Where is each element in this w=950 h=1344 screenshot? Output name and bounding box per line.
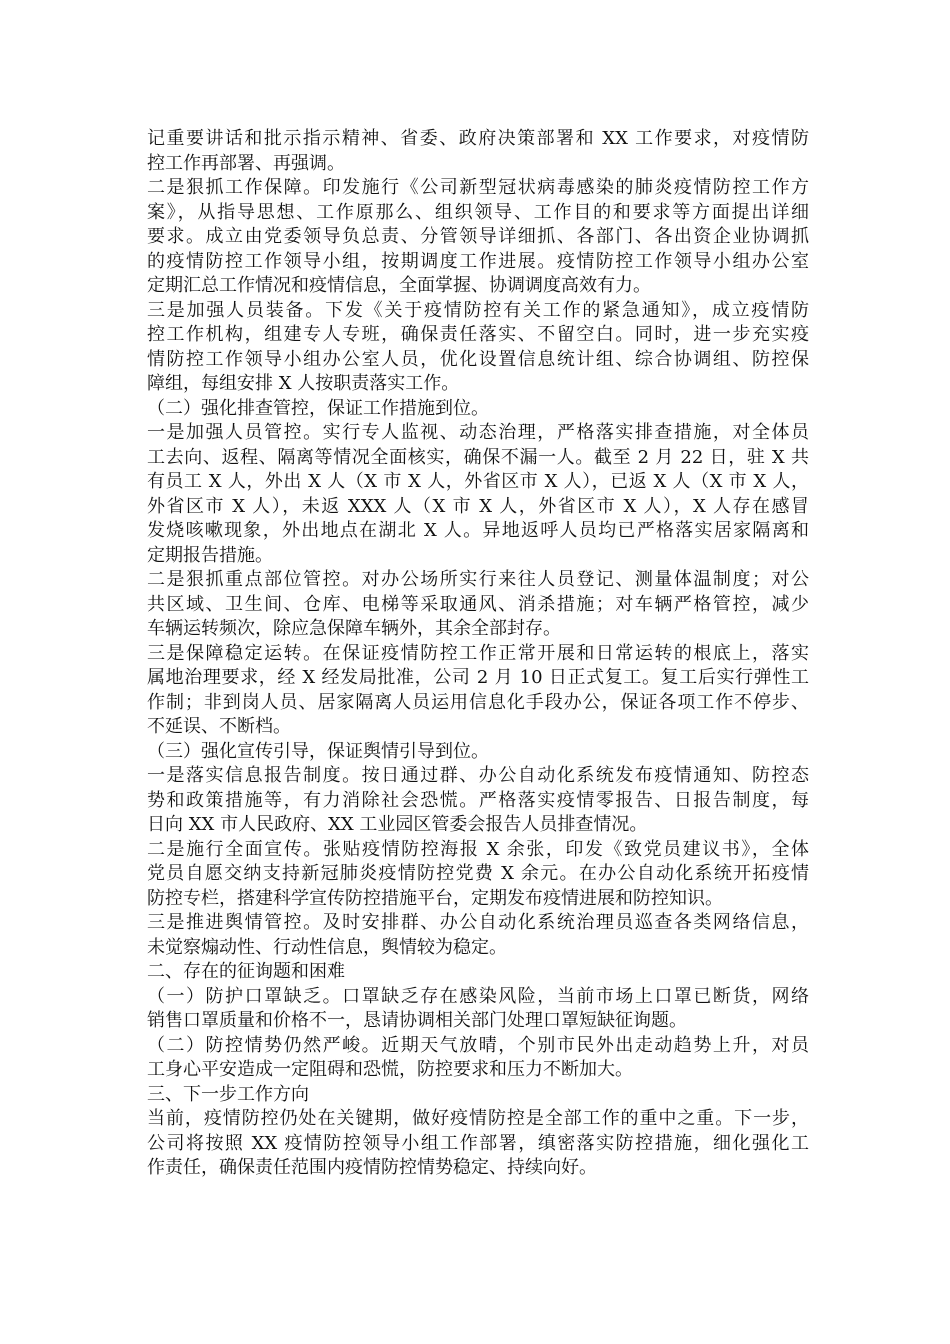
text-line: 公司将按照 XX 疫情防控领导小组工作部署，缜密落实防控措施，细化强化工	[147, 1132, 809, 1154]
text-line: 控工作机构，组建专人专班，确保责任落实、不留空白。同时，进一步充实疫	[147, 324, 809, 345]
text-line: 势和政策措施等，有力消除社会恐慌。严格落实疫情零报告、日报告制度，每	[147, 789, 809, 811]
text-line: 二是狠抓重点部位管控。对办公场所实行来往人员登记、测量体温制度；对公	[147, 569, 809, 590]
text-line: 工身心平安造成一定阻碍和恐慌，防控要求和压力不断加大。	[147, 1059, 633, 1080]
text-line: 三是加强人员装备。下发《关于疫情防控有关工作的紧急通知》，成立疫情防	[147, 299, 809, 321]
text-line: 作制；非到岗人员、居家隔离人员运用信息化手段办公，保证各项工作不停步、	[147, 691, 809, 713]
text-line: 控工作再部署、再强调。	[147, 152, 345, 174]
section-heading: （三）强化宣传引导，保证舆情引导到位。	[147, 740, 489, 762]
text-line: 二是狠抓工作保障。印发施行《公司新型冠状病毒感染的肺炎疫情防控工作方	[147, 177, 809, 198]
text-line: 共区域、卫生间、仓库、电梯等采取通风、消杀措施；对车辆严格管控，减少	[147, 593, 809, 615]
text-line: 要求。成立由党委领导负总责、分管领导详细抓、各部门、各出资企业协调抓	[147, 226, 809, 247]
text-line: 三是保障稳定运转。在保证疫情防控工作正常开展和日常运转的根底上，落实	[147, 642, 809, 664]
text-line: 定期汇总工作情况和疫情信息，全面掌握、协调调度高效有力。	[147, 275, 651, 296]
text-line: 案》，从指导思想、工作原那么、组织领导、工作目的和要求等方面提出详细	[147, 201, 809, 223]
text-line: 的疫情防控工作领导小组，按期调度工作进展。疫情防控工作领导小组办公室	[147, 250, 809, 272]
text-line: 作责任，确保责任范围内疫情防控情势稳定、持续向好。	[147, 1157, 597, 1178]
text-line: 二是施行全面宣传。张贴疫情防控海报 X 余张，印发《致党员建议书》，全体	[147, 838, 809, 860]
text-line: 一是落实信息报告制度。按日通过群、办公自动化系统发布疫情通知、防控态	[147, 765, 809, 786]
text-line: 日向 XX 市人民政府、XX 工业园区管委会报告人员排查情况。	[147, 814, 648, 835]
text-line: （二）防控情势仍然严峻。近期天气放晴，个别市民外出走动趋势上升，对员	[147, 1034, 809, 1056]
text-line: 属地治理要求，经 X 经发局批准，公司 2 月 10 日正式复工。复工后实行弹性工	[147, 667, 809, 688]
text-line: 不延误、不断档。	[147, 716, 291, 737]
section-heading: （二）强化排查管控，保证工作措施到位。	[147, 397, 489, 419]
text-line: 记重要讲话和批示指示精神、省委、政府决策部署和 XX 工作要求，对疫情防	[147, 128, 809, 149]
document-body	[147, 127, 809, 1181]
text-line: 车辆运转频次，除应急保障车辆外，其余全部封存。	[147, 618, 561, 639]
text-line: 当前，疫情防控仍处在关键期，做好疫情防控是全部工作的重中之重。下一步，	[147, 1108, 809, 1129]
text-line: 三是推进舆情管控。及时安排群、办公自动化系统治理员巡查各类网络信息，	[147, 912, 809, 933]
section-heading: 二、存在的征询题和困难	[147, 961, 345, 982]
text-line: 有员工 X 人，外出 X 人（X 市 X 人，外省区市 X 人），已返 X 人（X 市 X 人，	[147, 471, 809, 492]
text-line: 防控专栏，搭建科学宣传防控措施平台，定期发布疫情进展和防控知识。	[147, 887, 723, 909]
text-line: 党员自愿交纳支持新冠肺炎疫情防控党费 X 余元。在办公自动化系统开拓疫情	[147, 863, 809, 884]
text-line: 未觉察煽动性、行动性信息，舆情较为稳定。	[147, 936, 507, 958]
text-line: 发烧咳嗽现象，外出地点在湖北 X 人。异地返呼人员均已严格落实居家隔离和	[147, 520, 809, 541]
text-line: 工去向、返程、隔离等情况全面核实，确保不漏一人。截至 2 月 22 日，驻 X 共	[147, 446, 809, 468]
text-line: 情防控工作领导小组办公室人员，优化设置信息统计组、综合协调组、防控保	[147, 348, 809, 370]
text-line: 销售口罩质量和价格不一，恳请协调相关部门处理口罩短缺征询题。	[147, 1010, 687, 1031]
text-line: 定期报告措施。	[147, 544, 273, 566]
text-line: （一）防护口罩缺乏。口罩缺乏存在感染风险，当前市场上口罩已断货，网络	[147, 985, 809, 1007]
section-heading: 三、下一步工作方向	[147, 1083, 309, 1105]
text-line: 外省区市 X 人），未返 XXX 人（X 市 X 人，外省区市 X 人），X 人存在感冒	[147, 495, 809, 517]
text-line: 障组，每组安排 X 人按职责落实工作。	[147, 373, 460, 394]
text-line: 一是加强人员管控。实行专人监视、动态治理，严格落实排查措施，对全体员	[147, 422, 809, 443]
